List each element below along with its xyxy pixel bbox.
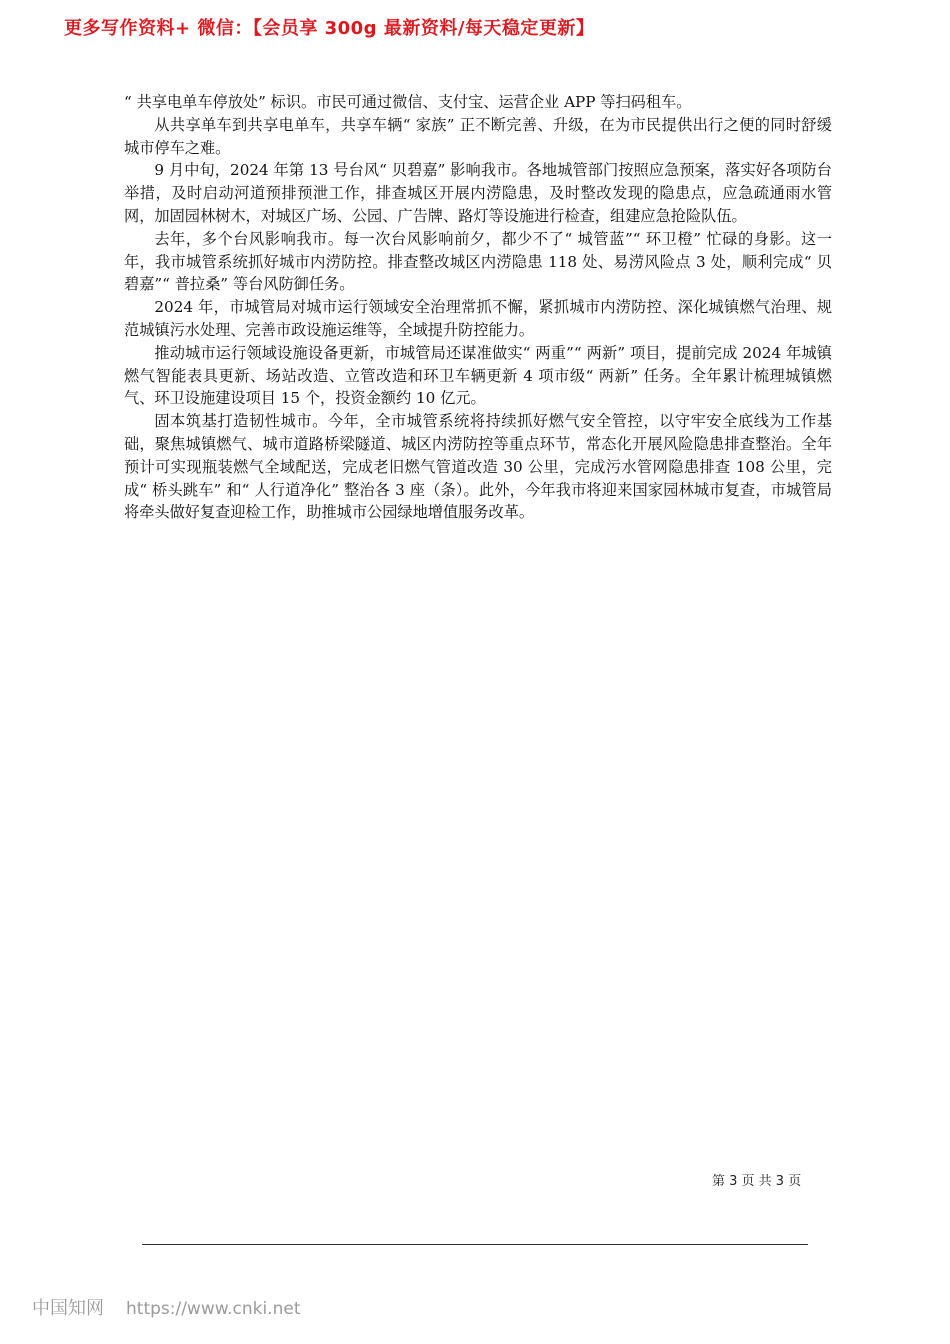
paragraph: 去年，多个台风影响我市。每一次台风影响前夕，都少不了“ 城管蓝”“ 环卫橙” 忙碌的身影。这一年，我市城管系统抓好城市内涝防控。排查整改城区内涝隐患 118 处、易涝风险点 3 处，顺利完成“ 贝碧嘉”“ 普拉桑” 等台风防御任务。 [124, 229, 832, 294]
page-number: 第 3 页 共 3 页 [712, 1174, 802, 1189]
footer-divider [142, 1244, 808, 1245]
watermark [32, 1294, 300, 1320]
promo-banner: 更多写作资料+ 微信：【会员享 300g 最新资料/每天稳定更新】 [64, 18, 595, 39]
paragraph: 2024 年，市城管局对城市运行领域安全治理常抓不懈，紧抓城市内涝防控、深化城镇燃气治理、规范城镇污水处理、完善市政设施运维等，全域提升防控能力。 [124, 298, 832, 339]
paragraph: 固本筑基打造韧性城市。今年，全市城管系统将持续抓好燃气安全管控，以守牢安全底线为工作基础，聚焦城镇燃气、城市道路桥梁隧道、城区内涝防控等重点环节，常态化开展风险隐患排查整治。全年预计可实现瓶装燃气全域配送，完成老旧燃气管道改造 30 公里，完成污水管网隐患排查 108 公里，完成“ 桥头跳车” 和“ 人行道净化” 整治各 3 座（条）。此外，今年我市将迎来国家园林城市复查，市城管局将牵头做好复查迎检工作，助推城市公园绿地增值服务改革。 [124, 412, 832, 522]
paragraph: 推动城市运行领域设施设备更新，市城管局还谋准做实“ 两重”“ 两新” 项目，提前完成 2024 年城镇燃气智能表具更新、场站改造、立管改造和环卫车辆更新 4 项市级“ 两新” 任务。全年累计梳理城镇燃气、环卫设施建设项目 15 个，投资金额约 10 亿元。 [124, 343, 832, 408]
paragraph: 从共享单车到共享电单车，共享车辆“ 家族” 正不断完善、升级，在为市民提供出行之便的同时舒缓城市停车之难。 [124, 115, 832, 157]
watermark-name: 中国知网 [32, 1298, 104, 1319]
paragraph: “ 共享电单车停放处” 标识。市民可通过微信、支付宝、运营企业 APP 等扫码租车。 [124, 93, 692, 111]
document-body [124, 91, 832, 524]
watermark-url: https://www.cnki.net [126, 1299, 301, 1319]
paragraph: 9 月中旬，2024 年第 13 号台风“ 贝碧嘉” 影响我市。各地城管部门按照应急预案，落实好各项防台举措，及时启动河道预排预泄工作，排查城区开展内涝隐患，及时整改发现的隐患点，应急疏通雨水管网，加固园林树木，对城区广场、公园、广告牌、路灯等设施进行检查，组建应急抢险队伍。 [124, 161, 832, 225]
